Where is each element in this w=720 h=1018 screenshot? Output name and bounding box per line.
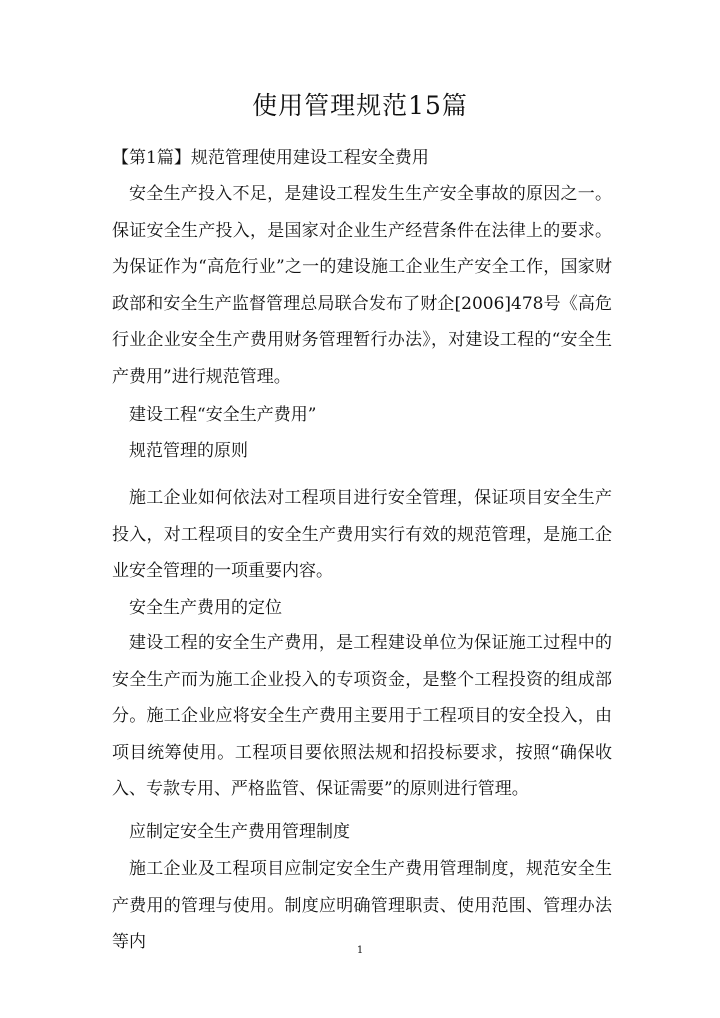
body-paragraph: 安全生产投入不足，是建设工程发生生产安全事故的原因之一。保证安全生产投入，是国家对企业生产经营条件在法律上的要求。为保证作为“高危行业”之一的建设施工企业生产安全工作，国家财政部和安全生产监督管理总局联合发布了财企[2006]478号《高危行业企业安全生产费用财务管理暂行办法》，对建设工程的“安全生产费用”进行规范管理。 [112, 184, 612, 387]
document-title: 使用管理规范15篇 [252, 91, 468, 120]
body-paragraph: 应制定安全生产费用管理制度 [129, 822, 350, 842]
page-number: 1 [356, 945, 364, 956]
body-paragraph: 施工企业如何依法对工程项目进行安全管理，保证项目安全生产投入，对工程项目的安全生产费用实行有效的规范管理，是施工企业安全管理的一项重要内容。 [112, 488, 612, 581]
body-paragraph: 建设工程“安全生产费用” [129, 405, 317, 425]
body-paragraph: 建设工程的安全生产费用，是工程建设单位为保证施工过程中的安全生产而为施工企业投入的专项资金，是整个工程投资的组成部分。施工企业应将安全生产费用主要用于工程项目的安全投入，由项目统筹使用。工程项目要依照法规和招投标要求，按照“确保收入、专款专用、严格监管、保证需要”的原则进行管理。 [112, 633, 612, 799]
body-paragraph: 规范管理的原则 [129, 441, 248, 461]
body-paragraph: 施工企业及工程项目应制定安全生产费用管理制度，规范安全生产费用的管理与使用。制度应明确管理职责、使用范围、管理办法等内 [112, 859, 612, 952]
section-heading: 【第1篇】规范管理使用建设工程安全费用 [112, 148, 429, 168]
body-paragraph: 安全生产费用的定位 [129, 598, 282, 618]
